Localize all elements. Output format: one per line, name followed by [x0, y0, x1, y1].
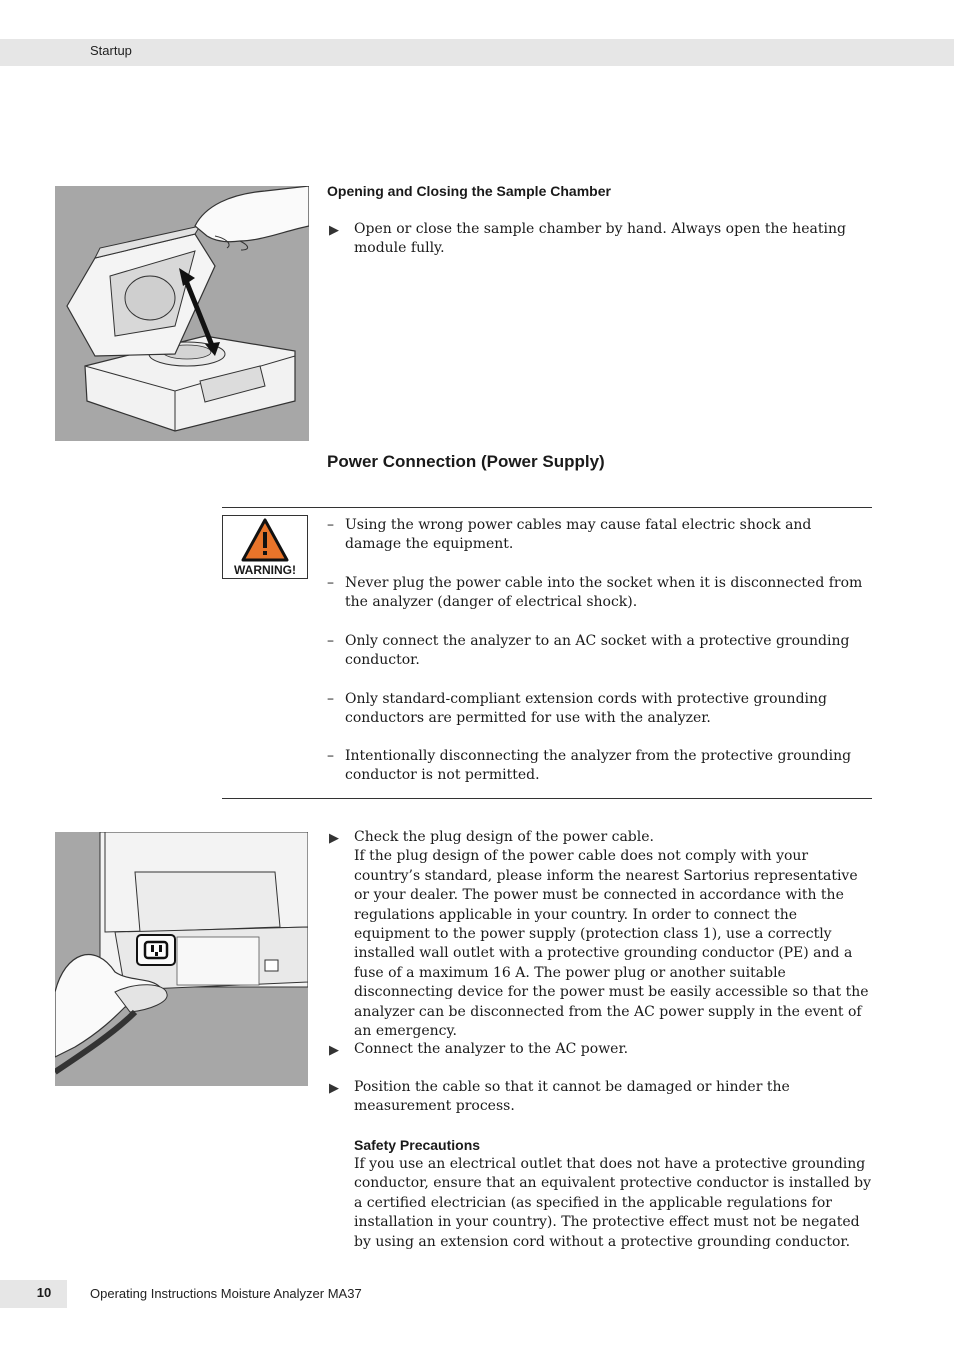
illustration-power-connection — [55, 832, 308, 1086]
warning-item: – Using the wrong power cables may cause fatal electric shock and damage the equipment. — [327, 517, 812, 553]
power-step-3: Position the cable so that it cannot be damaged or hinder the measurement process. — [354, 1079, 790, 1115]
power-step-1-body: If the plug design of the power cable does not comply with your country’s standard, please inform the nearest Sartorius representative or your dealer. The power must be connected in accordance with the regulations applicable in your country. In order to connect the equipment to the power supply (protection class 1), use a correctly installed wall outlet with a protective grounding conductor (PE) and a fuse of a maximum 16 A. The power plug or another suitable disconnecting device for the power must be easily accessible so that the analyzer can be disconnected from the AC power supply in the event of an emergency. — [354, 848, 869, 1040]
power-connection-title: Power Connection (Power Supply) — [327, 452, 605, 471]
bullet-arrow: ▶ — [329, 223, 339, 238]
warning-top-rule — [222, 507, 872, 508]
warning-label: WARNING! — [234, 563, 296, 577]
bullet-arrow: ▶ — [329, 1081, 339, 1096]
power-step-2: Connect the analyzer to the AC power. — [354, 1041, 629, 1057]
bullet-arrow: ▶ — [329, 1043, 339, 1058]
warning-item: – Intentionally disconnecting the analyzer from the protective grounding conductor is not permitted. — [327, 748, 852, 784]
power-step-1 — [354, 828, 869, 1041]
safety-precautions-text: If you use an electrical outlet that does not have a protective grounding conductor, ensure that an equivalent protective conductor is installed by a certified electrician (as specified in the applicable regulations for installation in your country). The protective effect must not be negated by using an extension cord without a protective grounding conductor. — [354, 1156, 872, 1250]
sample-chamber-step: Open or close the sample chamber by hand. Always open the heating module fully. — [354, 221, 846, 257]
illustration-open-sample-chamber — [55, 186, 309, 441]
warning-item: – Only standard-compliant extension cords with protective grounding conductors are permitted for use with the analyzer. — [327, 691, 827, 727]
safety-precautions-heading: Safety Precautions — [354, 1137, 481, 1153]
bullet-arrow: ▶ — [329, 831, 339, 846]
warning-triangle-icon — [223, 516, 307, 566]
warning-bottom-rule — [222, 798, 872, 799]
power-step-1-title: Check the plug design of the power cable. — [354, 829, 654, 845]
header-band — [0, 39, 954, 66]
footer-doc-title: Operating Instructions Moisture Analyzer MA37 — [90, 1286, 362, 1301]
warning-item: – Only connect the analyzer to an AC socket with a protective grounding conductor. — [327, 633, 850, 669]
sample-chamber-heading: Opening and Closing the Sample Chamber — [327, 183, 611, 199]
page-number: 10 — [36, 1285, 52, 1300]
warning-box — [222, 515, 308, 579]
warning-item: – Never plug the power cable into the socket when it is disconnected from the analyzer (danger of electrical shock). — [327, 575, 863, 611]
section-header: Startup — [90, 43, 132, 58]
